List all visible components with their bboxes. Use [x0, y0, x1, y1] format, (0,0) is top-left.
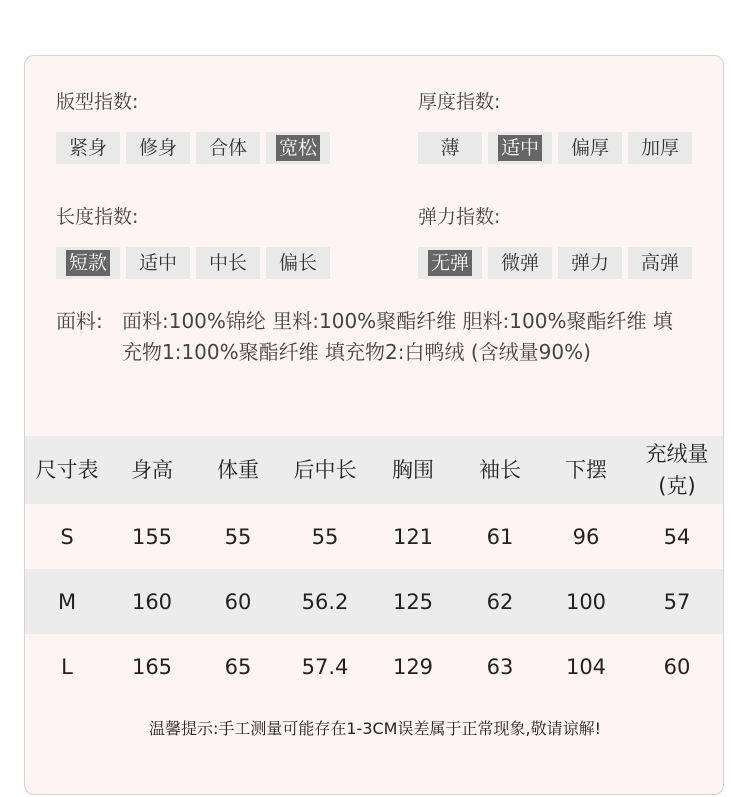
fit-option — [196, 132, 260, 164]
fabric-info — [56, 306, 676, 368]
length-index-options — [56, 247, 336, 279]
fit-option-label: 合体 — [208, 137, 247, 159]
fit-option-label: 紧身 — [68, 137, 107, 159]
size-table-cell: 129 — [392, 654, 434, 679]
fabric-label: 面料: — [56, 309, 103, 333]
fabric-value: 面料:100%锦纶 里料:100%聚酯纤维 胆料:100%聚酯纤维 填充物1:100%聚酯纤维 填充物2:白鸭绒 (含绒量90%) — [122, 309, 673, 364]
size-table-cell: 56.2 — [301, 589, 349, 614]
elasticity-option-label: 弹力 — [570, 252, 609, 274]
length-index-title: 长度指数: — [56, 206, 139, 228]
size-table-cell: 65 — [224, 654, 252, 679]
size-table-cell: 61 — [486, 524, 514, 549]
size-table-cell: 165 — [131, 654, 173, 679]
length-index — [56, 205, 317, 274]
size-table-header-cell: 袖长 — [479, 458, 521, 482]
thickness-option-label: 加厚 — [640, 137, 679, 159]
size-table-cell: 121 — [392, 524, 434, 549]
size-table-cell: 104 — [565, 654, 607, 679]
elasticity-index-options — [418, 247, 698, 279]
thickness-option-label: 偏厚 — [570, 137, 609, 159]
length-option-label: 适中 — [138, 252, 177, 274]
elasticity-option-label: 无弹 — [428, 250, 472, 276]
fit-index-title: 版型指数: — [56, 91, 139, 113]
fit-index — [56, 90, 317, 159]
size-table-cell: 100 — [565, 589, 607, 614]
size-table-header-cell: 体重 — [217, 458, 259, 482]
fit-option-selected — [266, 132, 330, 164]
size-table-cell: S — [60, 524, 74, 549]
size-table-cell: 55 — [311, 524, 339, 549]
size-table-cell: 155 — [131, 524, 173, 549]
fit-option-label: 宽松 — [276, 135, 320, 161]
fit-option — [56, 132, 120, 164]
thickness-index-title: 厚度指数: — [418, 91, 501, 113]
elasticity-option — [488, 247, 552, 279]
size-table-cell: 54 — [663, 524, 691, 549]
length-option — [196, 247, 260, 279]
elasticity-index — [418, 205, 679, 274]
thickness-option — [418, 132, 482, 164]
thickness-option-label: 适中 — [498, 135, 542, 161]
size-table-row — [25, 504, 724, 569]
size-table-cell: L — [61, 654, 73, 679]
elasticity-option-selected — [418, 247, 482, 279]
thickness-option-selected — [488, 132, 552, 164]
size-table-header-cell: 充绒量 (克) — [645, 442, 709, 498]
size-table-cell: 57.4 — [301, 654, 349, 679]
elasticity-option — [628, 247, 692, 279]
length-option-label: 中长 — [208, 252, 247, 274]
size-table-cell: 62 — [486, 589, 514, 614]
size-table-cell: 60 — [224, 589, 252, 614]
thickness-option — [558, 132, 622, 164]
fit-option-label: 修身 — [138, 137, 177, 159]
size-table-header-cell: 身高 — [131, 458, 173, 482]
elasticity-option — [558, 247, 622, 279]
size-table-header — [25, 436, 724, 504]
size-table-header-cell: 后中长 — [293, 458, 357, 482]
thickness-option — [628, 132, 692, 164]
thickness-index — [418, 90, 679, 159]
size-table-cell: 160 — [131, 589, 173, 614]
size-table — [25, 436, 724, 699]
length-option — [266, 247, 330, 279]
length-option-label: 偏长 — [278, 252, 317, 274]
elasticity-option-label: 微弹 — [500, 252, 539, 274]
size-table-cell: 60 — [663, 654, 691, 679]
size-table-header-cell: 胸围 — [392, 458, 434, 482]
size-table-cell: 125 — [392, 589, 434, 614]
length-option-selected — [56, 247, 120, 279]
size-table-header-cell: 尺寸表 — [35, 458, 99, 482]
size-info-card — [24, 55, 724, 795]
size-table-row — [25, 569, 724, 634]
length-option-label: 短款 — [66, 250, 110, 276]
size-table-cell: 96 — [572, 524, 600, 549]
size-table-row — [25, 634, 724, 699]
size-table-cell: 55 — [224, 524, 252, 549]
fit-index-options — [56, 132, 336, 164]
size-table-cell: 63 — [486, 654, 514, 679]
measurement-note: 温馨提示:手工测量可能存在1-3CM误差属于正常现象,敬请谅解! — [148, 719, 601, 738]
elasticity-index-title: 弹力指数: — [418, 206, 501, 228]
thickness-index-options — [418, 132, 698, 164]
length-option — [126, 247, 190, 279]
fit-option — [126, 132, 190, 164]
elasticity-option-label: 高弹 — [640, 252, 679, 274]
size-table-cell: M — [57, 589, 77, 614]
size-table-header-cell: 下摆 — [565, 458, 607, 482]
size-table-cell: 57 — [663, 589, 691, 614]
thickness-option-label: 薄 — [440, 137, 460, 159]
